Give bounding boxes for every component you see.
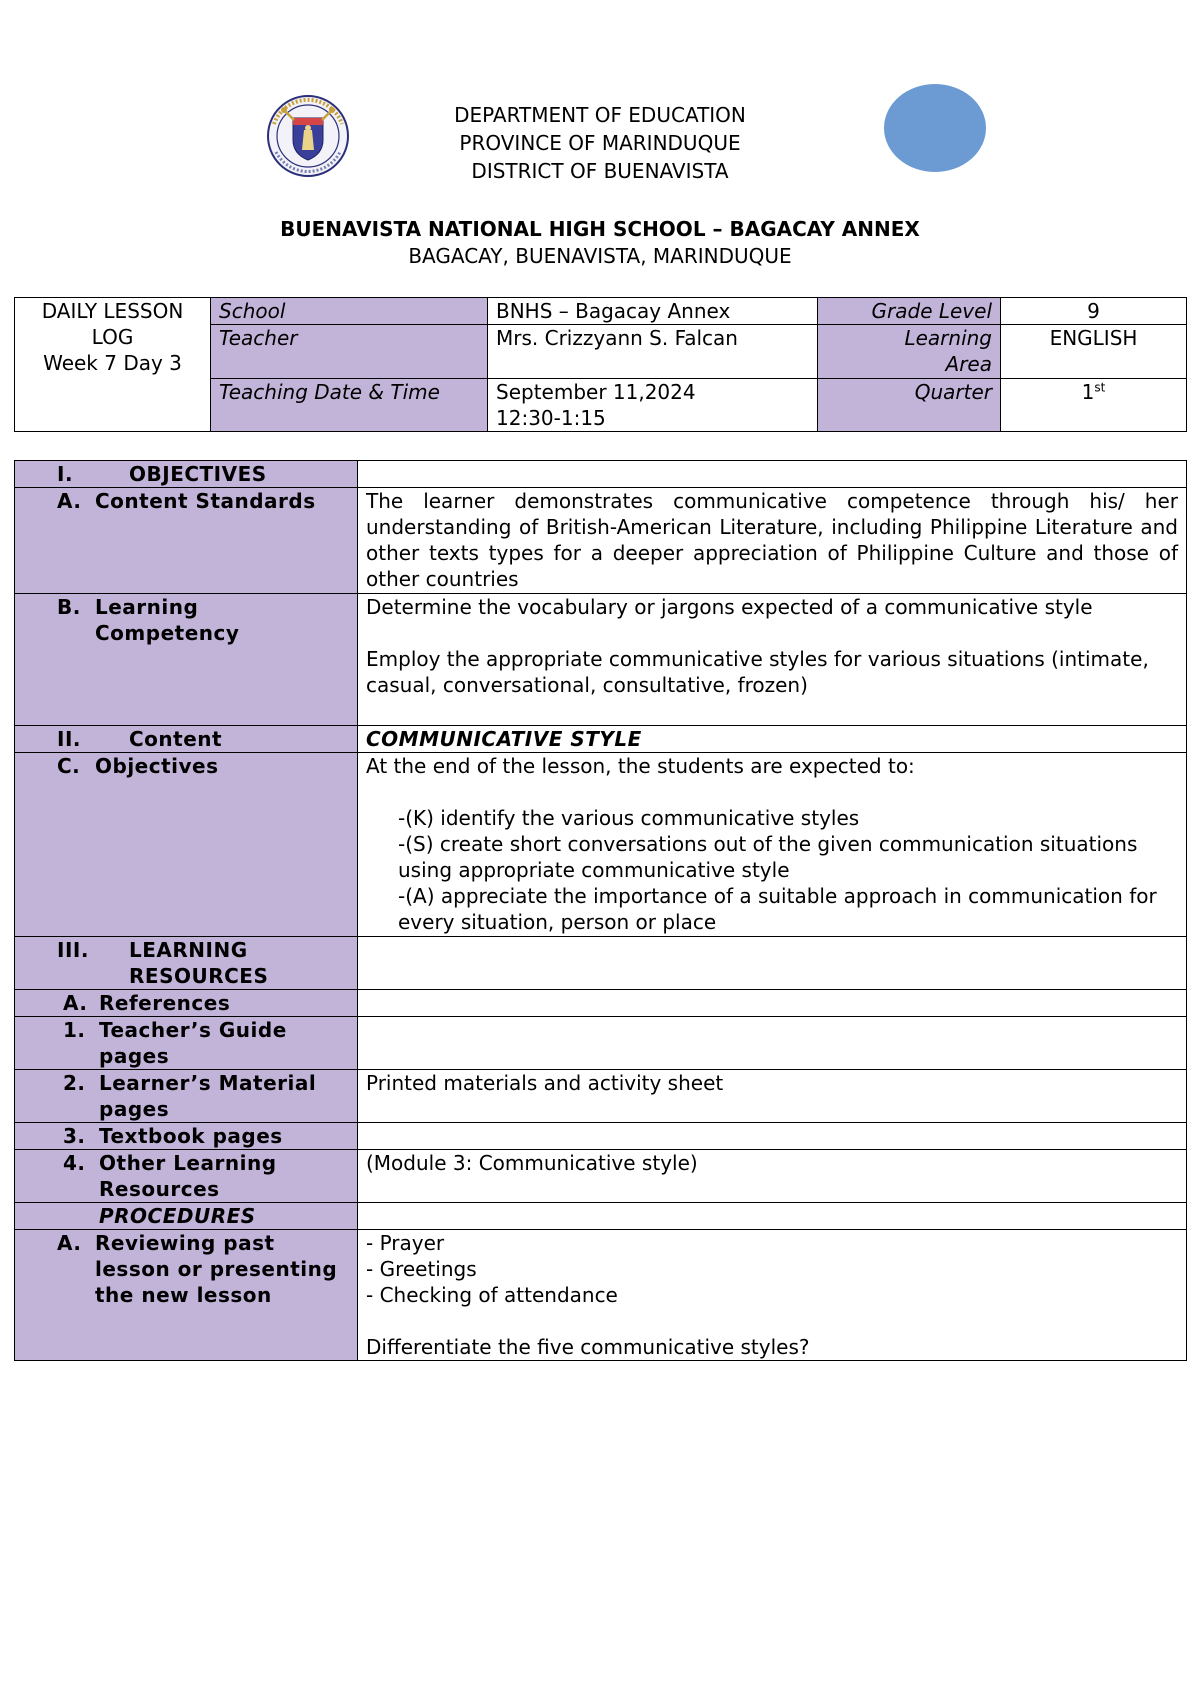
grade-level-value: 9 [1001, 298, 1187, 325]
table-row: A. Content Standards The learner demonstrates communicative competence through his/ her understanding of British-American Literature, including Philippine Literature and other texts types for a deeper appreciation of Philippine Culture and those of other countries [15, 488, 1187, 594]
school-address: BAGACAY, BUENAVISTA, MARINDUQUE [408, 244, 792, 268]
teaching-date-label: Teaching Date & Time [211, 379, 488, 432]
table-row: A. Reviewing past lesson or presenting the new lesson - Prayer - Greetings - Checking of attendance Differentiate the five communicative styles? [15, 1230, 1187, 1361]
quarter-value: 1st [1001, 379, 1187, 432]
learners-material-label: Learner’s Material pages [99, 1071, 317, 1121]
textbook-pages-label: Textbook pages [99, 1124, 283, 1148]
objectives-label: Objectives [95, 754, 219, 778]
table-row: 1. Teacher’s Guide pages [15, 1017, 1187, 1070]
school-label: School [211, 298, 488, 325]
content-heading: Content [129, 727, 223, 751]
other-resources-text: (Module 3: Communicative style) [358, 1150, 1187, 1203]
content-standards-text: The learner demonstrates communicative competence through his/ her understanding of British-American Literature, including Philippine Literature and other texts types for a deeper appreciation of Philippine Culture and those of other countries [358, 488, 1187, 594]
teacher-value: Mrs. Crizzyann S. Falcan [488, 325, 818, 379]
other-resources-label: Other Learning Resources [99, 1151, 277, 1201]
table-row: 3. Textbook pages [15, 1123, 1187, 1150]
district-line: DISTRICT OF BUENAVISTA [471, 159, 729, 183]
table-row: C. Objectives At the end of the lesson, the students are expected to: -(K) identify the various communicative styles -(S) create short conversations out of the given communication situations using appropriate communicative style -(A) appreciate the importance of a suitable approach in communication for every situation, person or place [15, 753, 1187, 937]
table-row: II. Content COMMUNICATIVE STYLE [15, 726, 1187, 753]
daily-lesson-log-cell: DAILY LESSON LOG Week 7 Day 3 [15, 298, 211, 432]
learning-competency-text: Determine the vocabulary or jargons expected of a communicative style Employ the appropriate communicative styles for various situations (intimate, casual, conversational, consultative, frozen) [358, 594, 1187, 726]
content-text: COMMUNICATIVE STYLE [358, 726, 1187, 753]
procedures-heading: PROCEDURES [99, 1204, 256, 1228]
grade-level-label: Grade Level [818, 298, 1001, 325]
school-value: BNHS – Bagacay Annex [488, 298, 818, 325]
teachers-guide-label: Teacher’s Guide pages [99, 1018, 287, 1068]
reviewing-lesson-text: - Prayer - Greetings - Checking of attendance Differentiate the five communicative styles? [358, 1230, 1187, 1361]
quarter-label: Quarter [818, 379, 1001, 432]
objectives-heading: OBJECTIVES [129, 462, 267, 486]
teacher-label: Teacher [211, 325, 488, 379]
objectives-text: At the end of the lesson, the students are expected to: -(K) identify the various communicative styles -(S) create short conversations out of the given communication situations using appropriate communicative style -(A) appreciate the importance of a suitable approach in communication for every situation, person or place [358, 753, 1187, 937]
reviewing-lesson-label: Reviewing past lesson or presenting the new lesson [95, 1231, 338, 1307]
learning-area-label: Learning Area [818, 325, 1001, 379]
table-row: 2. Learner’s Material pages Printed materials and activity sheet [15, 1070, 1187, 1123]
table-row: I. OBJECTIVES [15, 461, 1187, 488]
table-row: A. References [15, 990, 1187, 1017]
content-standards-label: Content Standards [95, 489, 316, 513]
info-table [14, 297, 1187, 432]
province-line: PROVINCE OF MARINDUQUE [459, 131, 741, 155]
learning-resources-heading: LEARNING RESOURCES [129, 938, 269, 988]
table-row: B. Learning Competency Determine the vocabulary or jargons expected of a communicative style Employ the appropriate communicative styles for various situations (intimate, casual, conversational, consultative, frozen) [15, 594, 1187, 726]
teaching-date-value: September 11,2024 12:30-1:15 [488, 379, 818, 432]
school-title: BUENAVISTA NATIONAL HIGH SCHOOL – BAGACAY ANNEX [280, 217, 920, 241]
dept-title: DEPARTMENT OF EDUCATION [454, 103, 746, 127]
table-row [15, 1203, 1187, 1230]
references-label: References [99, 991, 231, 1015]
table-row: 4. Other Learning Resources (Module 3: Communicative style) [15, 1150, 1187, 1203]
learning-competency-label: Learning Competency [95, 595, 240, 645]
table-row: III. LEARNING RESOURCES [15, 937, 1187, 990]
learners-material-text: Printed materials and activity sheet [358, 1070, 1187, 1123]
lesson-plan-table [14, 460, 1187, 1361]
learning-area-value: ENGLISH [1001, 325, 1187, 379]
